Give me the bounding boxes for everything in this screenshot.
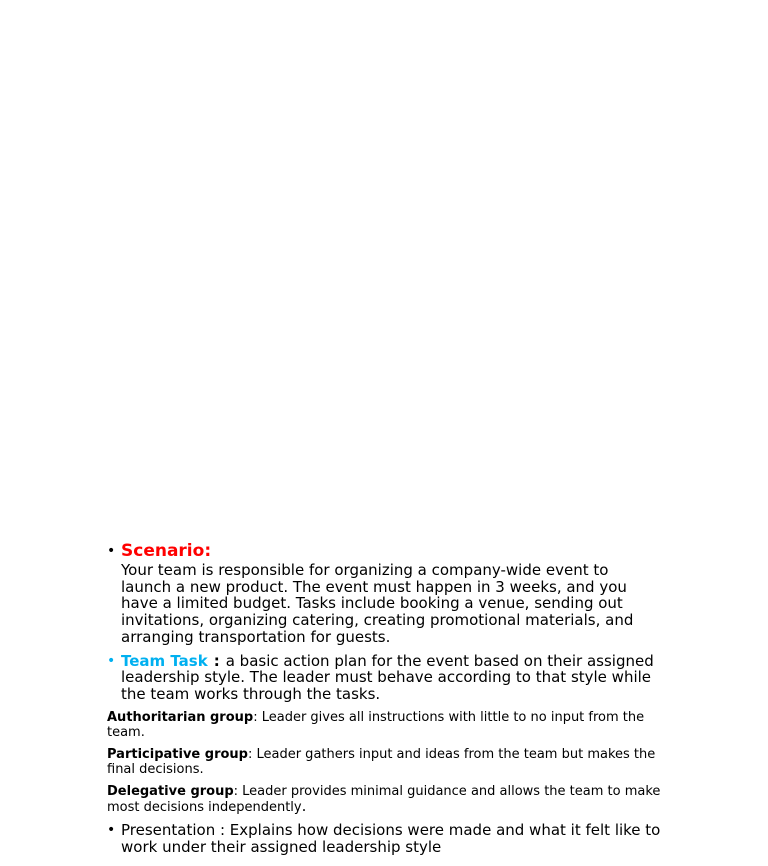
group-authoritarian (107, 710, 663, 741)
team-task-section (107, 653, 663, 703)
group-description: : Leader provides minimal guidance and allows the team to make most decisions independently (107, 783, 661, 816)
bullet-icon: • (107, 821, 116, 838)
scenario-heading: Scenario: (121, 541, 212, 561)
presentation-text: Presentation : Explains how decisions were made and what it felt like to work under their assigned leadership style (121, 820, 661, 856)
group-description-period: . (301, 797, 307, 816)
group-participative (107, 747, 663, 778)
presentation-section (107, 822, 663, 856)
team-task-label: Team Task (121, 651, 208, 670)
bullet-icon: • (107, 652, 116, 669)
group-name: Delegative group (107, 783, 234, 799)
group-description: : Leader gathers input and ideas from the team but makes the final decisions. (107, 746, 656, 778)
group-delegative (107, 784, 663, 816)
group-description: : Leader gives all instructions with little to no input from the team. (107, 709, 645, 741)
team-task-colon: : (213, 651, 220, 670)
team-task-text (121, 653, 663, 703)
bullet-icon: • (107, 543, 116, 559)
scenario-body: Your team is responsible for organizing a company-wide event to launch a new product. The event must happen in 3 weeks, and you have a limited budget. Tasks include booking a venue, sending out invitations, organizing catering, creating promotional materials, and arranging transportation for guests. (121, 561, 634, 646)
scenario-section (107, 540, 663, 646)
team-task-description: a basic action plan for the event based on their assigned leadership style. The leader must behave according to that style while the team works through the tasks. (121, 651, 654, 703)
group-name: Authoritarian group (107, 709, 254, 725)
slide-content (107, 540, 663, 856)
group-name: Participative group (107, 746, 248, 762)
